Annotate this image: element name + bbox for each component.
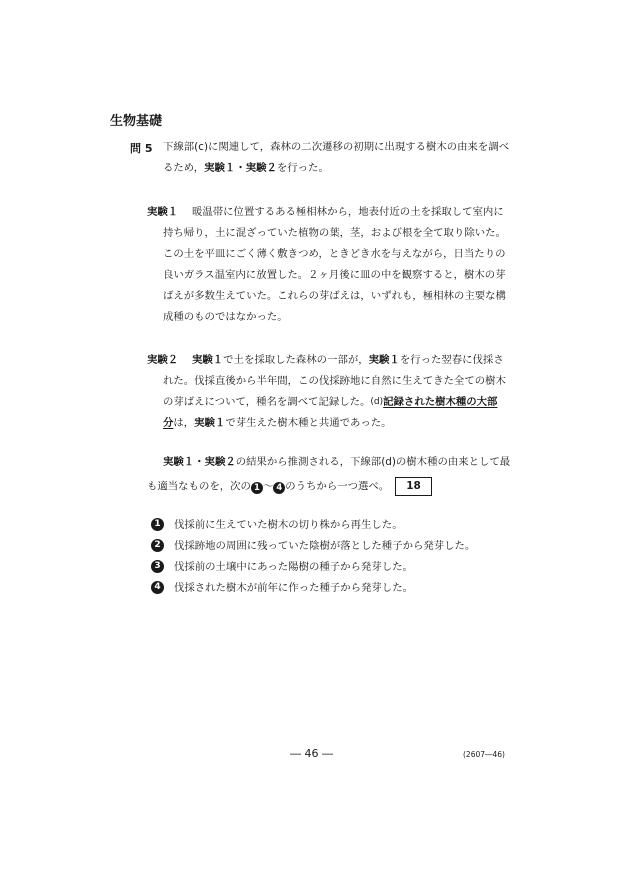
exp1-line-4: 良いガラス温室内に放置した。２ヶ月後に皿の中を観察すると，樹木の芽 [163, 269, 506, 281]
question-intro-line-2: るため，実験１・実験２を行った。 [163, 162, 329, 174]
option-2[interactable]: 伐採跡地の周囲に残っていた陰樹が落とした種子から発芽した。 [174, 540, 476, 552]
option-1[interactable]: 伐採前に生えていた樹木の切り株から再生した。 [174, 519, 403, 531]
option-4[interactable]: 伐採された樹木が前年に作った種子から発芽した。 [174, 582, 413, 594]
prompt-line-2: も適当なものを，次の 1 ～ 4 のうちから一つ選べ。 18 [147, 477, 432, 496]
option-3-marker: 3 [151, 560, 164, 573]
option-2-marker: 2 [151, 539, 164, 552]
option-ref-4: 4 [273, 482, 285, 494]
answer-box[interactable]: 18 [395, 477, 432, 496]
question-intro-line-1: 下線部(c)に関連して，森林の二次遷移の初期に出現する樹木の由来を調べ [163, 141, 510, 153]
exp2-line-4: 分は，実験１で芽生えた樹木種と共通であった。 [163, 417, 392, 429]
question-label: 問 5 [130, 142, 153, 155]
option-1-marker: 1 [151, 518, 164, 531]
exp2-line-2: れた。伐採直後から半年間，この伐採跡地に自然に生えてきた全ての樹木 [163, 375, 506, 387]
exp2-line-3: の芽ばえについて，種名を調べて記録した。(d)記録された樹木種の大部 [163, 396, 498, 408]
exp1-line-2: 持ち帰り，土に混ざっていた植物の葉，茎，および根を全て取り除いた。 [163, 227, 506, 239]
page-number: ― 46 ― [290, 747, 333, 760]
exp1-line-3: この土を平皿にごく薄く敷きつめ，ときどき水を与えながら，日当たりの [163, 248, 506, 260]
exp2-label: 実験２ [147, 354, 179, 366]
exp1-line-5: ばえが多数生えていた。これらの芽ばえは，いずれも，極相林の主要な構 [163, 290, 506, 302]
section-heading: 生物基礎 [110, 114, 163, 129]
option-3[interactable]: 伐採前の土壌中にあった陽樹の種子から発芽した。 [174, 561, 413, 573]
page-code: (2607―46) [463, 750, 505, 759]
exp1-line-6: 成種のものではなかった。 [163, 311, 288, 323]
option-ref-1: 1 [251, 482, 263, 494]
option-4-marker: 4 [151, 581, 164, 594]
exp1-line-1: 暖温帯に位置するある極相林から，地表付近の土を採取して室内に [192, 206, 504, 218]
exp2-line-1: 実験１で土を採取した森林の一部が，実験１を行った翌春に伐採さ [192, 354, 504, 366]
prompt-line-1: 実験１・実験２の結果から推測される，下線部(d)の樹木種の由来として最 [163, 456, 511, 468]
exp1-label: 実験１ [147, 206, 179, 218]
